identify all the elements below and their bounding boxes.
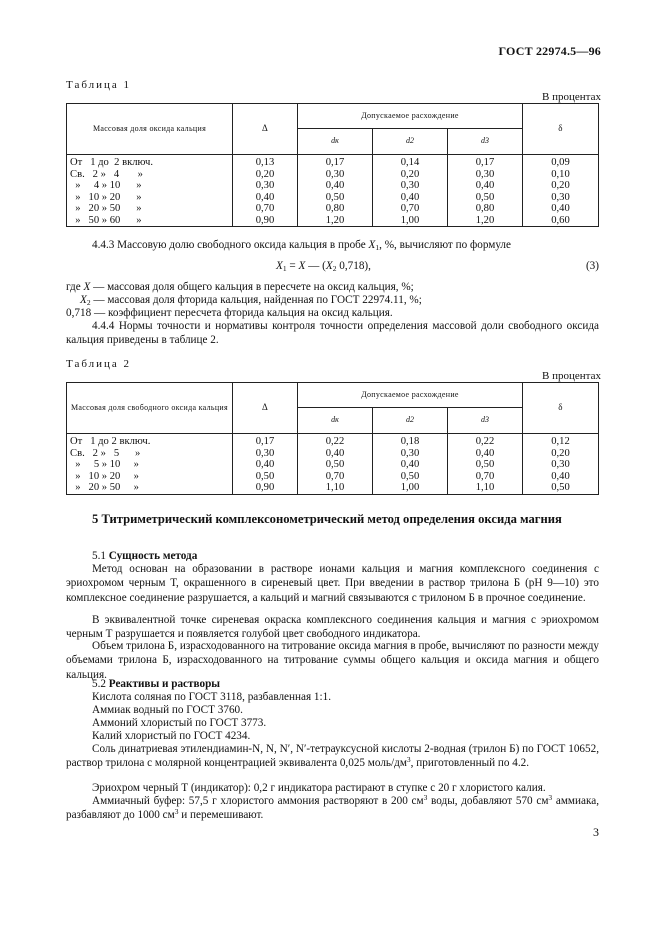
reagent-eriochrome: Эриохром черный Т (индикатор): 0,2 г индикатора растирают в ступке с 20 г хлористого калия. — [92, 782, 546, 794]
table2 — [66, 382, 599, 495]
table1-head-d2: d2 — [373, 129, 448, 155]
section-5-title: 5 Титриметрический комплексонометрический метод определения оксида магния — [92, 512, 562, 526]
table1-head-delta: Δ — [233, 104, 298, 155]
table1-head-fraction: Массовая доля оксида кальция — [67, 104, 233, 155]
table2-head-delta: Δ — [233, 383, 298, 434]
table-row: » 10 » 20 » 0,50 0,70 0,50 0,70 0,40 — [67, 471, 599, 483]
table2-unit: В процентах — [542, 370, 601, 382]
formula-3: $X_1 = X$ — ($X_2$ 0,718), — [276, 260, 371, 273]
table1-caption: Таблица 1 — [66, 79, 132, 91]
subsection-5-2-heading: 5.2 Реактивы и растворы — [92, 678, 221, 690]
table1 — [66, 103, 599, 227]
table2-head-dk: dк — [298, 408, 373, 434]
reagent-trilon-b: Соль динатриевая этилендиамин-N, N, N′, N′-тетрауксусной кислоты 2-водная (трилон Б) по ГОСТ 10652, раствор трилона с молярной концентрацией эквивалента 0,025 моль/$дм^3$, приготовленный по 4.2. — [66, 743, 599, 770]
table-row: » 10 » 20 » 0,40 0,50 0,40 0,50 0,30 — [67, 192, 599, 204]
reagent-ammonia: Аммиак водный по ГОСТ 3760. — [92, 704, 243, 716]
reagent-potassium-chloride: Калий хлористый по ГОСТ 4234. — [92, 730, 251, 742]
subsection-5-1-heading: 5.1 Сущность метода — [92, 550, 198, 562]
table-row: От 1 до 2 включ. 0,17 0,22 0,18 0,22 0,12 — [67, 434, 599, 448]
page-number: 3 — [593, 825, 599, 839]
table-row: От 1 до 2 включ. 0,13 0,17 0,14 0,17 0,09 — [67, 155, 599, 169]
table-row: Св. 2 » 5 » 0,30 0,40 0,30 0,40 0,20 — [67, 448, 599, 460]
table-row: » 4 » 10 » 0,30 0,40 0,30 0,40 0,20 — [67, 180, 599, 192]
paragraph-5-1-3: Объем трилона Б, израсходованного на титрование оксида магния в пробе, вычисляют по разности между объемами трилона Б, израсходованного на титрование суммы общего кальция и оксида магния и общего кальция. — [66, 640, 599, 681]
where-line-2: $X_2$ — массовая доля фторида кальция, найденная по ГОСТ 22974.11, %; — [80, 294, 422, 307]
where-line-1: где X — массовая доля общего кальция в пересчете на оксид кальция, %; — [66, 281, 414, 293]
table2-caption: Таблица 2 — [66, 358, 132, 370]
paragraph-443: 4.4.3 Массовую долю свободного оксида кальция в пробе $X_1$, %, вычисляют по формуле — [92, 239, 511, 252]
table-row: » 5 » 10 » 0,40 0,50 0,40 0,50 0,30 — [67, 459, 599, 471]
table-row: Св. 2 » 4 » 0,20 0,30 0,20 0,30 0,10 — [67, 169, 599, 181]
table2-head-d3: d3 — [448, 408, 523, 434]
table1-head-dk: dк — [298, 129, 373, 155]
table-row: » 50 » 60 » 0,90 1,20 1,00 1,20 0,60 — [67, 215, 599, 227]
paragraph-444: 4.4.4 Нормы точности и нормативы контроля точности определения массовой доли свободного оксида кальция приведены в таблице 2. — [66, 320, 599, 347]
table1-head-delta-small: δ — [523, 104, 599, 155]
table-row: » 20 » 50 » 0,90 1,10 1,00 1,10 0,50 — [67, 482, 599, 494]
formula-number: (3) — [585, 260, 599, 272]
table2-head-d2: d2 — [373, 408, 448, 434]
reagent-ammonium-chloride: Аммоний хлористый по ГОСТ 3773. — [92, 717, 267, 729]
table1-unit: В процентах — [542, 91, 601, 103]
table1-head-d3: d3 — [448, 129, 523, 155]
reagent-ammonia-buffer: Аммиачный буфер: 57,5 г хлористого аммония растворяют в 200 $см^3$ воды, добавляют 570 $см^3$ аммиака, разбавляют до 1000 $см^3$ и перемешивают. — [66, 793, 599, 822]
where-line-3: 0,718 — коэффициент пересчета фторида кальция на оксид кальция. — [66, 307, 393, 319]
reagent-hcl: Кислота соляная по ГОСТ 3118, разбавленная 1:1. — [92, 691, 331, 703]
table2-head-delta-small: δ — [523, 383, 599, 434]
document-code: ГОСТ 22974.5—96 — [498, 44, 601, 58]
table2-head-fraction: Массовая доля свободного оксида кальция — [67, 383, 233, 434]
paragraph-5-1-1: Метод основан на образовании в растворе ионами кальция и магния комплексного соединения с эриохромом черным Т, окрашенного в сиреневый цвет. При введении в раствор трилона Б (рН 9—10) это комплексное соединение разрушается, а кальций и магний связываются с трилоном Б в прочное соединение. — [66, 563, 599, 604]
table1-head-allowed: Допускаемое расхождение — [298, 104, 523, 129]
table2-head-allowed: Допускаемое расхождение — [298, 383, 523, 408]
paragraph-5-1-2: В эквивалентной точке сиреневая окраска комплексного соединения кальция и магния с эриохромом черным Т разрушается и появляется голубой цвет свободного индикатора. — [66, 614, 599, 641]
table-row: » 20 » 50 » 0,70 0,80 0,70 0,80 0,40 — [67, 203, 599, 215]
